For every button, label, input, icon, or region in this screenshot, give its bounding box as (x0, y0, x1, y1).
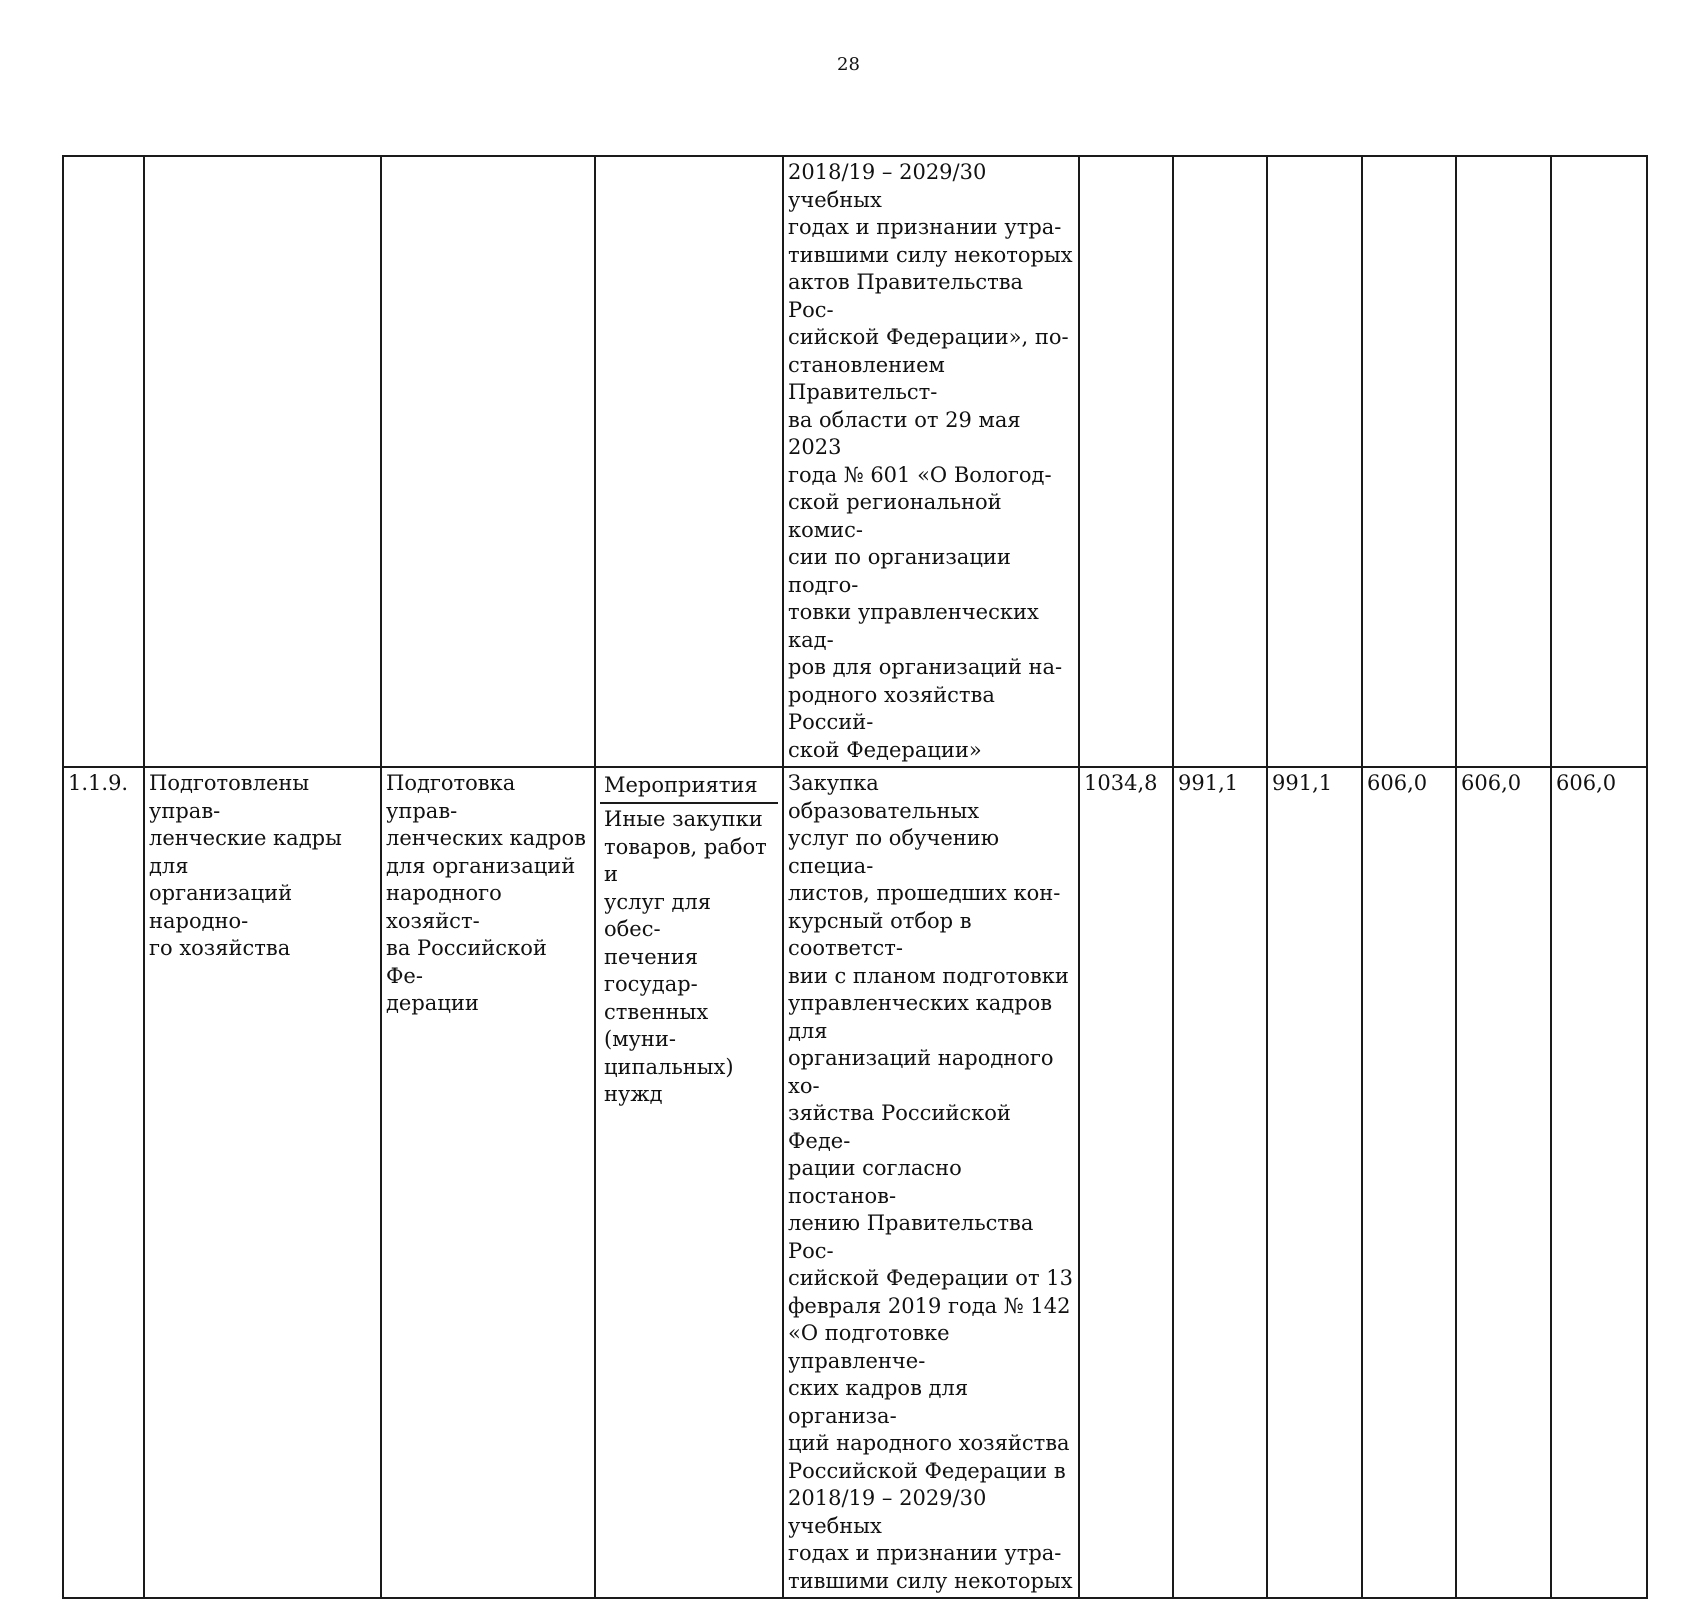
cell-value-2: 991,1 (1173, 767, 1267, 1598)
page-number: 28 (837, 54, 860, 75)
cell-value-6: 606,0 (1551, 767, 1647, 1598)
cell-type (595, 767, 783, 1598)
cell-number-empty (63, 156, 144, 767)
table-row (63, 767, 1647, 1598)
cell-value-1: 1034,8 (1079, 767, 1173, 1598)
cell-result-empty (144, 156, 381, 767)
cell-value-empty (1362, 156, 1456, 767)
table-row-continuation (63, 156, 1647, 767)
cell-value-5: 606,0 (1456, 767, 1551, 1598)
cell-row-number: 1.1.9. (63, 767, 144, 1598)
event-text: Подготовка управ- ленческих кадров для организаций народного хозяйст- ва Российской Фе- дерации (386, 771, 586, 1015)
cell-value-empty (1079, 156, 1173, 767)
cell-value-empty (1173, 156, 1267, 767)
cell-value-empty (1551, 156, 1647, 767)
description-continuation-text: 2018/19 – 2029/30 учебных годах и признании утра- тившими силу некоторых актов Правительства Рос- сийской Федерации», по- становлением Правительст- ва области от 29 мая 2023 года № 601 «О Вологод- ской региональной комис- сии по организации подго- товки управленческих кад- ров для организаций на- родного хозяйства Россий- ской Федерации» (788, 160, 1073, 762)
type-heading: Мероприятия (600, 770, 778, 804)
cell-value-3: 991,1 (1267, 767, 1362, 1598)
cell-event (381, 767, 595, 1598)
cell-event-empty (381, 156, 595, 767)
program-table (62, 155, 1648, 1599)
cell-description (783, 767, 1079, 1598)
cell-result (144, 767, 381, 1598)
cell-value-4: 606,0 (1362, 767, 1456, 1598)
cell-value-empty (1456, 156, 1551, 767)
cell-value-empty (1267, 156, 1362, 767)
type-text: Иные закупки товаров, работ и услуг для обес- печения государ- ственных (муни- ципальных) нужд (604, 807, 767, 1106)
cell-type-empty (595, 156, 783, 767)
cell-description-continuation (783, 156, 1079, 767)
description-text: Закупка образовательных услуг по обучению специа- листов, прошедших кон- курсный отбор в соответст- вии с планом подготовки управленческих кадров для организаций народного хо- зяйства Российской Феде- рации согласно постанов- лению Правительства Рос- сийской Федерации от 13 февраля 2019 года № 142 «О подготовке управленче- ских кадров для организа- ций народного хозяйства Российской Федерации в 2018/19 – 2029/30 учебных годах и признании утра- тившими силу некоторых (788, 771, 1073, 1593)
result-text: Подготовлены управ- ленческие кадры для организаций народно- го хозяйства (149, 771, 342, 960)
